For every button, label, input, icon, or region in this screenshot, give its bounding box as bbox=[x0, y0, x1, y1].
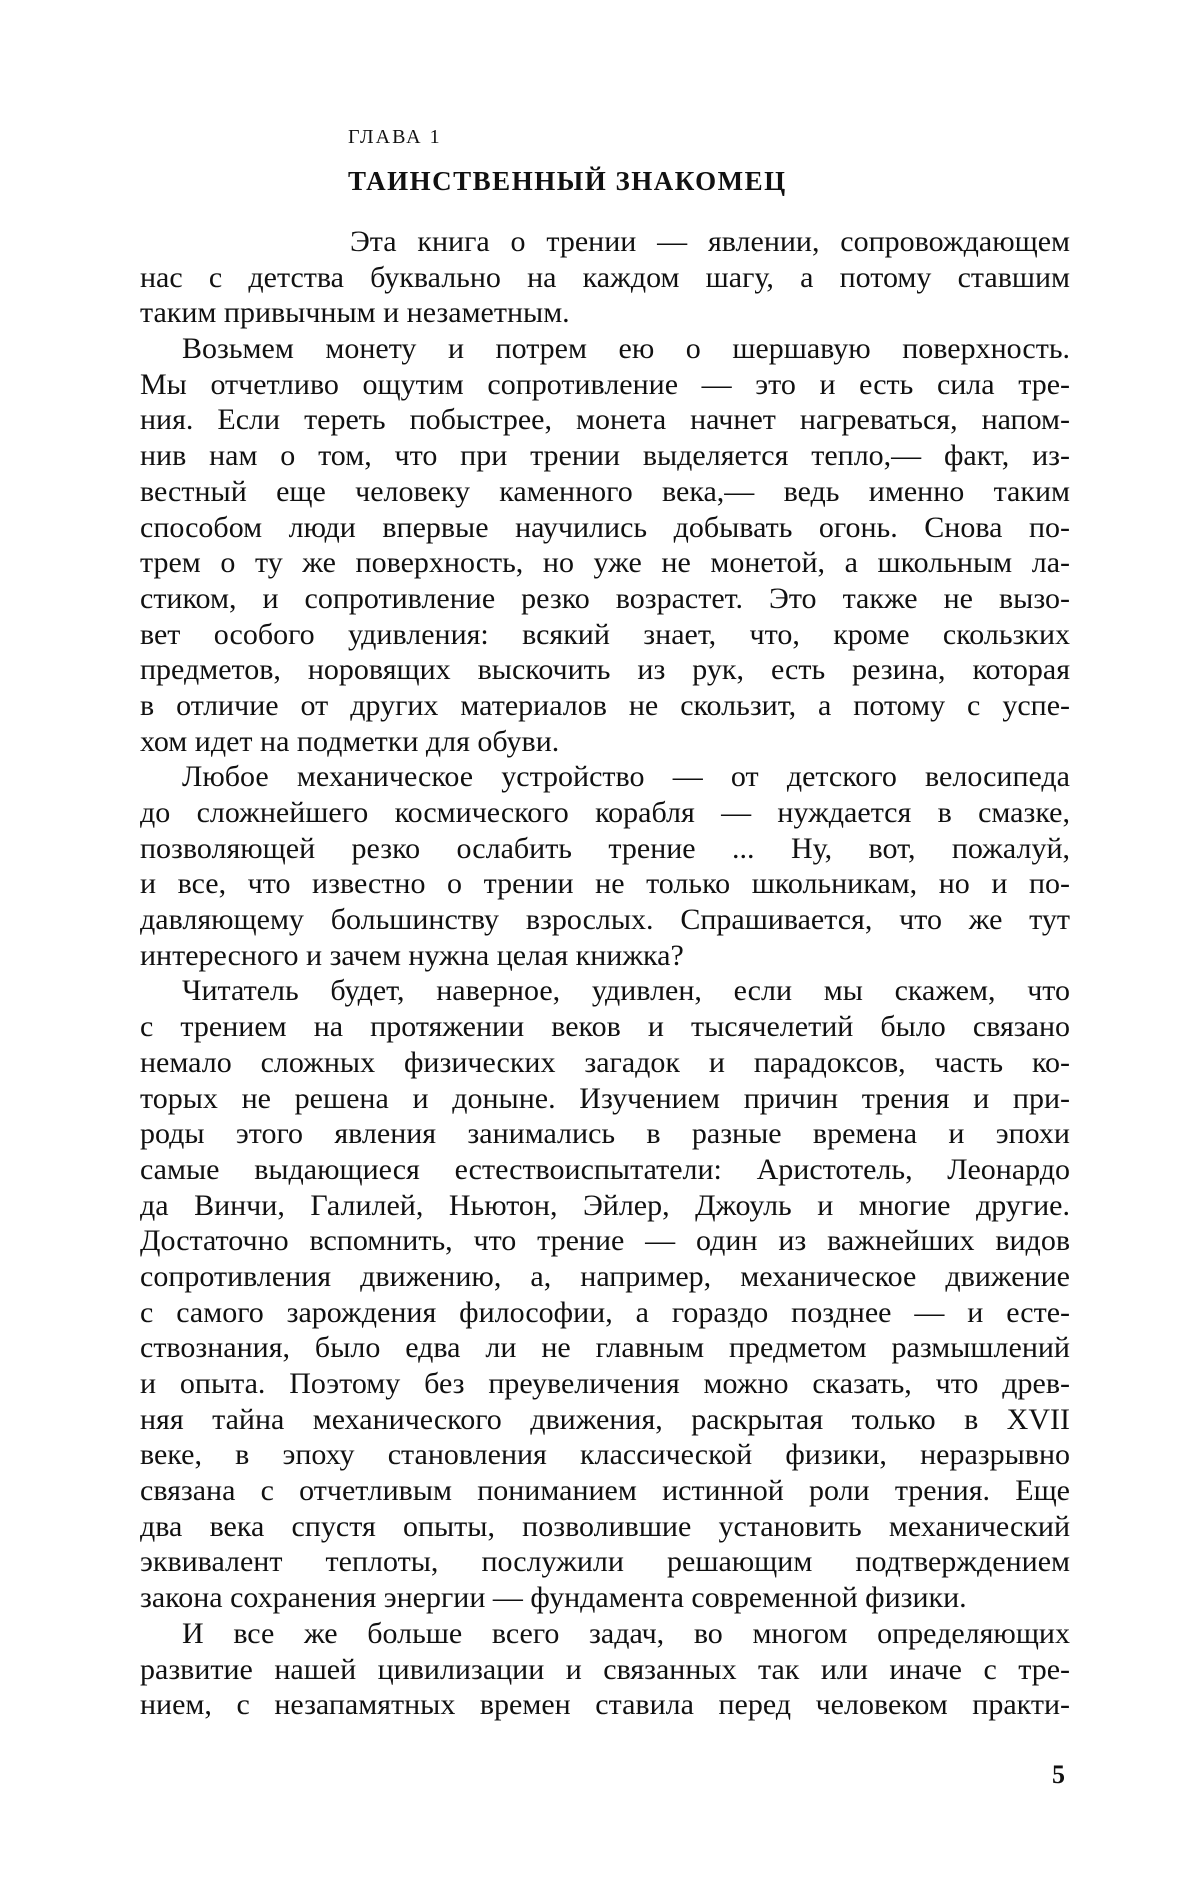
text-line: Читатель будет, наверное, удивлен, если мы скажем, что bbox=[182, 974, 1070, 1008]
text-line: давляющему большинству взрослых. Спрашивается, что же тут bbox=[140, 903, 1070, 937]
text-line: Любое механическое устройство — от детского велосипеда bbox=[182, 760, 1070, 794]
paragraph bbox=[140, 224, 1070, 331]
paragraph bbox=[140, 973, 1070, 1615]
text-line: и все, что известно о трении не только школьникам, но и по- bbox=[140, 867, 1070, 901]
text-line: позволяющей резко ослабить трение ... Ну, вот, пожалуй, bbox=[140, 831, 1070, 865]
paragraph bbox=[140, 331, 1070, 759]
text-line: нием, с незапамятных времен ставила перед человеком практи- bbox=[140, 1688, 1070, 1722]
text-line: ствознания, было едва ли не главным предметом размышлений bbox=[140, 1331, 1070, 1365]
text-line: Достаточно вспомнить, что трение — один из важнейших видов bbox=[140, 1224, 1070, 1258]
text-line: сопротивления движению, а, например, механическое движение bbox=[140, 1259, 1070, 1293]
text-line: способом люди впервые научились добывать огонь. Снова по- bbox=[140, 510, 1070, 544]
text-line: Возьмем монету и потрем ею о шершавую поверхность. bbox=[182, 332, 1070, 366]
text-line: самые выдающиеся естествоиспытатели: Аристотель, Леонардо bbox=[140, 1152, 1070, 1186]
text-line: нив нам о том, что при трении выделяется тепло,— факт, из- bbox=[140, 439, 1070, 473]
chapter-title: ТАИНСТВЕННЫЙ ЗНАКОМЕЦ bbox=[348, 166, 787, 196]
text-line: вестный еще человеку каменного века,— ведь именно таким bbox=[140, 474, 1070, 508]
text-line: предметов, норовящих выскочить из рук, есть резина, которая bbox=[140, 653, 1070, 687]
text-line: с самого зарождения философии, а гораздо позднее — и есте- bbox=[140, 1295, 1070, 1329]
text-line: И все же больше всего задач, во многом определяющих bbox=[182, 1616, 1070, 1650]
text-line: развитие нашей цивилизации и связанных так или иначе с тре- bbox=[140, 1652, 1070, 1686]
text-line: Мы отчетливо ощутим сопротивление — это и есть сила тре- bbox=[140, 367, 1070, 401]
text-line: да Винчи, Галилей, Ньютон, Эйлер, Джоуль и многие другие. bbox=[140, 1188, 1070, 1222]
text-line: стиком, и сопротивление резко возрастет. Это также не вызо- bbox=[140, 581, 1070, 615]
text-line: интересного и зачем нужна целая книжка? bbox=[140, 938, 684, 972]
body-text bbox=[140, 224, 1070, 1723]
text-line: немало сложных физических загадок и парадоксов, часть ко- bbox=[140, 1045, 1070, 1079]
text-line: два века спустя опыты, позволившие установить механический bbox=[140, 1509, 1070, 1543]
text-line: веке, в эпоху становления классической физики, неразрывно bbox=[140, 1438, 1070, 1472]
page-number: 5 bbox=[1052, 1760, 1065, 1789]
text-line: таким привычным и незаметным. bbox=[140, 296, 570, 330]
text-line: торых не решена и доныне. Изучением причин трения и при- bbox=[140, 1081, 1070, 1115]
text-line: закона сохранения энергии — фундамента современной физики. bbox=[140, 1581, 967, 1615]
text-line: хом идет на подметки для обуви. bbox=[140, 724, 560, 758]
text-line: няя тайна механического движения, раскрытая только в XVII bbox=[140, 1402, 1070, 1436]
text-line: ния. Если тереть побыстрее, монета начнет нагреваться, напом- bbox=[140, 403, 1070, 437]
text-line: и опыта. Поэтому без преувеличения можно сказать, что древ- bbox=[140, 1367, 1070, 1400]
text-line: в отличие от других материалов не скользит, а потому с успе- bbox=[140, 688, 1070, 722]
text-line: с трением на протяжении веков и тысячелетий было связано bbox=[140, 1010, 1070, 1044]
paragraph bbox=[140, 759, 1070, 973]
text-line: до сложнейшего космического корабля — нуждается в смазке, bbox=[140, 796, 1070, 829]
text-line: эквивалент теплоты, послужили решающим подтверждением bbox=[140, 1545, 1070, 1579]
text-line: Эта книга о трении — явлении, сопровождающем bbox=[350, 225, 1070, 258]
chapter-label: ГЛАВА 1 bbox=[348, 126, 442, 148]
text-line: роды этого явления занимались в разные времена и эпохи bbox=[140, 1117, 1070, 1151]
text-line: трем о ту же поверхность, но уже не монетой, а школьным ла- bbox=[140, 546, 1070, 580]
text-line: нас с детства буквально на каждом шагу, а потому ставшим bbox=[140, 260, 1070, 294]
paragraph bbox=[140, 1616, 1070, 1723]
text-line: вет особого удивления: всякий знает, что, кроме скользких bbox=[140, 617, 1070, 651]
text-line: связана с отчетливым пониманием истинной роли трения. Еще bbox=[140, 1474, 1070, 1508]
